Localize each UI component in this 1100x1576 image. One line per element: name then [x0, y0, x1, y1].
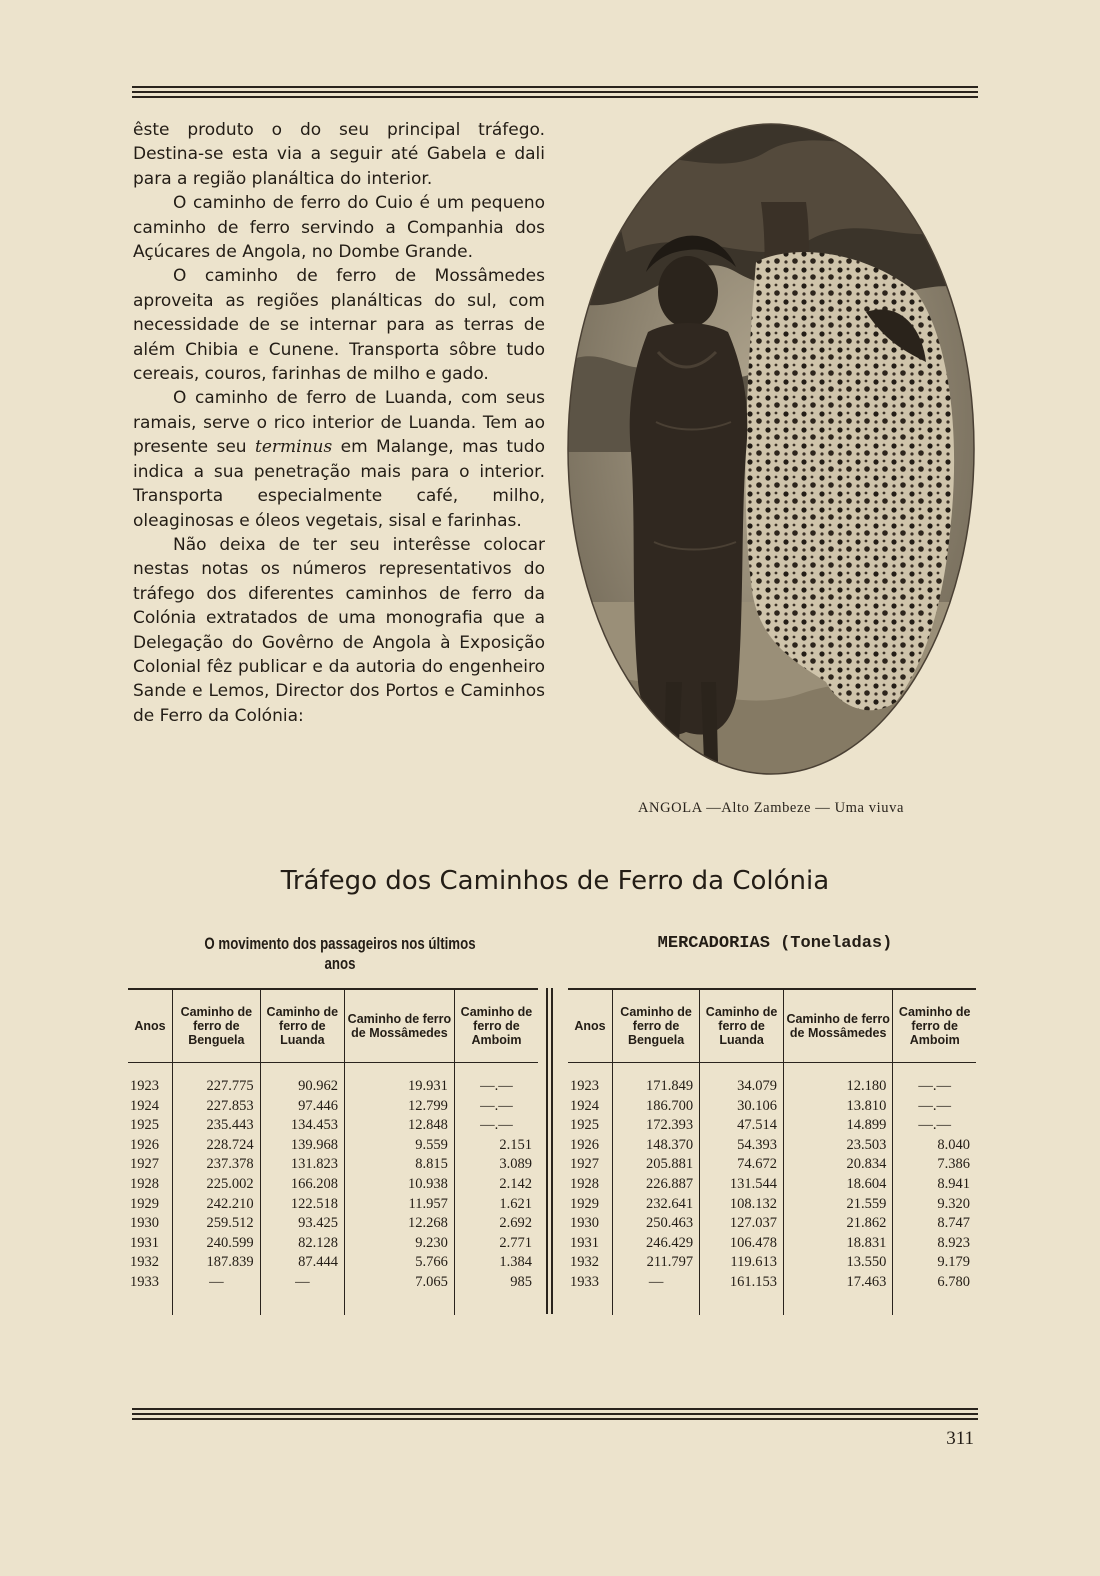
table-row [568, 1155, 976, 1175]
value-cell: 242.210 [173, 1195, 261, 1215]
value-cell: 1.621 [454, 1195, 538, 1215]
table-row [568, 1214, 976, 1234]
year-cell: 1925 [570, 1117, 599, 1134]
year-cell: 1927 [570, 1156, 599, 1173]
year-cell: 1933 [130, 1273, 159, 1290]
year-cell: 1929 [570, 1195, 599, 1212]
value-cell: 3.089 [454, 1155, 538, 1175]
text-span: O caminho de ferro de Luanda, com seus ramais, serve o rico interior de Luanda. Tem ao presente seu [133, 388, 545, 458]
passengers-body [128, 1063, 538, 1315]
year-cell: 1926 [130, 1136, 159, 1153]
year-cell: 1929 [130, 1195, 159, 1212]
col-header-anos: Anos [568, 989, 613, 1063]
spacer-cell [344, 1293, 454, 1315]
value-cell: 228.724 [173, 1136, 261, 1156]
col-header-mossamedes: Caminho de ferro de Mossâmedes [344, 989, 454, 1063]
value-cell: 17.463 [783, 1273, 892, 1293]
table-row [128, 1214, 538, 1234]
value-cell: 14.899 [783, 1116, 892, 1136]
table-row [568, 1253, 976, 1273]
value-cell: 11.957 [344, 1195, 454, 1215]
value-cell: — [260, 1273, 344, 1293]
paragraph: O caminho de ferro do Cuio é um pequeno caminho de ferro servindo a Companhia dos Açúcares de Angola, no Dombe Grande. [133, 193, 545, 263]
top-rule [132, 86, 978, 101]
value-cell: 232.641 [613, 1195, 700, 1215]
value-cell: 171.849 [613, 1077, 700, 1097]
table-row [128, 1097, 538, 1117]
year-cell: 1927 [130, 1156, 159, 1173]
value-cell: 127.037 [700, 1214, 784, 1234]
spacer-cell [613, 1293, 700, 1315]
value-cell: 13.810 [783, 1097, 892, 1117]
value-cell: 186.700 [613, 1097, 700, 1117]
paragraph: êste produto o do seu principal tráfego. Destina-se esta via a seguir até Gabela e dali para a região planáltica do interior. [133, 120, 545, 189]
goods-body [568, 1063, 976, 1315]
year-cell: 1930 [570, 1215, 599, 1232]
value-cell: 148.370 [613, 1136, 700, 1156]
table-row [568, 1273, 976, 1293]
table-row [568, 1077, 976, 1097]
spacer-cell [454, 1063, 538, 1078]
value-cell: 259.512 [173, 1214, 261, 1234]
value-cell: 7.065 [344, 1273, 454, 1293]
value-cell: 7.386 [893, 1155, 976, 1175]
value-cell: —.— [454, 1116, 538, 1136]
table-row [128, 1273, 538, 1293]
value-cell: 12.268 [344, 1214, 454, 1234]
spacer-row [568, 1293, 976, 1315]
value-cell: 1.384 [454, 1253, 538, 1273]
year-cell: 1931 [570, 1234, 599, 1251]
value-cell: 21.559 [783, 1195, 892, 1215]
value-cell: 226.887 [613, 1175, 700, 1195]
col-header-benguela: Caminho de ferro de Benguela [173, 989, 261, 1063]
col-header-benguela: Caminho de ferro de Benguela [613, 989, 700, 1063]
col-header-amboim: Caminho de ferro de Amboim [893, 989, 976, 1063]
year-cell: 1932 [130, 1254, 159, 1271]
spacer-cell [173, 1063, 261, 1078]
year-cell: 1933 [570, 1273, 599, 1290]
value-cell: 19.931 [344, 1077, 454, 1097]
value-cell: 250.463 [613, 1214, 700, 1234]
value-cell: 2.771 [454, 1234, 538, 1254]
year-cell: 1928 [570, 1175, 599, 1192]
value-cell: 87.444 [260, 1253, 344, 1273]
value-cell: 225.002 [173, 1175, 261, 1195]
table-title: Tráfego dos Caminhos de Ferro da Colónia [280, 866, 830, 896]
photo-caption: ANGOLA —Alto Zambeze — Uma viuva [637, 800, 905, 816]
table-row [568, 1136, 976, 1156]
table-header-row [568, 989, 976, 1063]
value-cell: 8.815 [344, 1155, 454, 1175]
table-row [568, 1234, 976, 1254]
value-cell: 108.132 [700, 1195, 784, 1215]
value-cell: 8.747 [893, 1214, 976, 1234]
value-cell: 8.040 [893, 1136, 976, 1156]
table-row [128, 1234, 538, 1254]
spacer-row [128, 1063, 538, 1078]
spacer-cell [128, 1293, 173, 1315]
value-cell: 119.613 [700, 1253, 784, 1273]
value-cell: 21.862 [783, 1214, 892, 1234]
page-number: 311 [946, 1428, 974, 1449]
col-header-amboim: Caminho de ferro de Amboim [454, 989, 538, 1063]
col-header-mossamedes: Caminho de ferro de Mossâmedes [783, 989, 892, 1063]
value-cell: 134.453 [260, 1116, 344, 1136]
col-header-luanda: Caminho de ferro de Luanda [700, 989, 784, 1063]
value-cell: 9.230 [344, 1234, 454, 1254]
spacer-cell [173, 1293, 261, 1315]
value-cell: 139.968 [260, 1136, 344, 1156]
value-cell: 2.692 [454, 1214, 538, 1234]
spacer-cell [344, 1063, 454, 1078]
value-cell: 235.443 [173, 1116, 261, 1136]
value-cell: 97.446 [260, 1097, 344, 1117]
value-cell: —.— [893, 1116, 976, 1136]
year-cell: 1924 [130, 1097, 159, 1114]
text-span: em Malange, mas tudo indica a sua penetração mais para o interior. Transporta especialmente café, milho, oleaginosas e óleos vegetais, sisal e farinhas. [133, 437, 545, 531]
year-cell: 1928 [130, 1175, 159, 1192]
value-cell: 227.853 [173, 1097, 261, 1117]
table-row [568, 1116, 976, 1136]
col-header-anos: Anos [128, 989, 173, 1063]
value-cell: 93.425 [260, 1214, 344, 1234]
value-cell: 9.559 [344, 1136, 454, 1156]
value-cell: 131.544 [700, 1175, 784, 1195]
value-cell: 187.839 [173, 1253, 261, 1273]
table-row [128, 1175, 538, 1195]
year-cell: 1926 [570, 1136, 599, 1153]
year-cell: 1930 [130, 1215, 159, 1232]
table-row [568, 1195, 976, 1215]
paragraph-luanda [133, 386, 545, 532]
year-cell: 1932 [570, 1254, 599, 1271]
year-cell: 1931 [130, 1234, 159, 1251]
value-cell: —.— [893, 1097, 976, 1117]
value-cell: 13.550 [783, 1253, 892, 1273]
body-text [133, 118, 545, 728]
spacer-cell [568, 1063, 613, 1078]
spacer-cell [260, 1293, 344, 1315]
table-divider [546, 988, 554, 1314]
value-cell: 54.393 [700, 1136, 784, 1156]
photo [566, 122, 976, 776]
spacer-cell [613, 1063, 700, 1078]
bottom-rule [132, 1408, 978, 1423]
value-cell: 166.208 [260, 1175, 344, 1195]
value-cell: 34.079 [700, 1077, 784, 1097]
year-cell: 1924 [570, 1097, 599, 1114]
value-cell: 9.179 [893, 1253, 976, 1273]
table-header-row [128, 989, 538, 1063]
paragraph: Não deixa de ter seu interêsse colocar nestas notas os números representativos do tráfego dos diferentes caminhos de ferro da Colónia extratados de uma monografia que a Delegação do Govêrno de Angola à Exposição Colonial fêz publicar e da autoria do engenheiro Sande e Lemos, Director dos Portos e Caminhos de Ferro da Colónia: [133, 534, 545, 726]
year-cell: 1923 [130, 1078, 159, 1094]
value-cell: 985 [454, 1273, 538, 1293]
value-cell: 161.153 [700, 1273, 784, 1293]
value-cell: 8.923 [893, 1234, 976, 1254]
value-cell: 12.799 [344, 1097, 454, 1117]
value-cell: 240.599 [173, 1234, 261, 1254]
spacer-cell [783, 1063, 892, 1078]
value-cell: 227.775 [173, 1077, 261, 1097]
spacer-cell [700, 1293, 784, 1315]
value-cell: 12.848 [344, 1116, 454, 1136]
value-cell: 9.320 [893, 1195, 976, 1215]
value-cell: 106.478 [700, 1234, 784, 1254]
photo-image [566, 122, 976, 776]
value-cell: 20.834 [783, 1155, 892, 1175]
goods-table [568, 988, 976, 1315]
value-cell: 131.823 [260, 1155, 344, 1175]
value-cell: 30.106 [700, 1097, 784, 1117]
value-cell: 122.518 [260, 1195, 344, 1215]
spacer-cell [893, 1063, 976, 1078]
table-row [128, 1116, 538, 1136]
value-cell: 82.128 [260, 1234, 344, 1254]
spacer-cell [128, 1063, 173, 1078]
value-cell: — [173, 1273, 261, 1293]
goods-heading: MERCADORIAS (Toneladas) [657, 934, 893, 953]
value-cell: 74.672 [700, 1155, 784, 1175]
value-cell: — [613, 1273, 700, 1293]
passengers-table [128, 988, 538, 1315]
value-cell: 246.429 [613, 1234, 700, 1254]
value-cell: 237.378 [173, 1155, 261, 1175]
value-cell: 172.393 [613, 1116, 700, 1136]
value-cell: —.— [454, 1097, 538, 1117]
table-row [128, 1253, 538, 1273]
value-cell: —.— [454, 1077, 538, 1097]
value-cell: 10.938 [344, 1175, 454, 1195]
value-cell: 5.766 [344, 1253, 454, 1273]
table-row [128, 1195, 538, 1215]
paragraph: O caminho de ferro de Mossâmedes aproveita as regiões planálticas do sul, com necessidade de se internar para as terras de além Chibia e Cunene. Transporta sôbre tudo cereais, couros, farinhas de milho e gado. [133, 266, 545, 385]
value-cell: 2.151 [454, 1136, 538, 1156]
value-cell: 205.881 [613, 1155, 700, 1175]
value-cell: 2.142 [454, 1175, 538, 1195]
col-header-luanda: Caminho de ferro de Luanda [260, 989, 344, 1063]
table-row [128, 1155, 538, 1175]
spacer-cell [700, 1063, 784, 1078]
value-cell: 211.797 [613, 1253, 700, 1273]
spacer-cell [454, 1293, 538, 1315]
year-cell: 1923 [570, 1078, 599, 1094]
value-cell: 18.604 [783, 1175, 892, 1195]
value-cell: 12.180 [783, 1077, 892, 1097]
value-cell: 90.962 [260, 1077, 344, 1097]
spacer-cell [568, 1293, 613, 1315]
spacer-row [568, 1063, 976, 1078]
value-cell: 6.780 [893, 1273, 976, 1293]
value-cell: 47.514 [700, 1116, 784, 1136]
passengers-heading: O movimento dos passageiros nos últimos anos [204, 934, 476, 973]
table-row [128, 1136, 538, 1156]
spacer-cell [260, 1063, 344, 1078]
value-cell: —.— [893, 1077, 976, 1097]
year-cell: 1925 [130, 1117, 159, 1134]
value-cell: 18.831 [783, 1234, 892, 1254]
italic-term: terminus [255, 437, 333, 458]
table-row [568, 1175, 976, 1195]
value-cell: 8.941 [893, 1175, 976, 1195]
spacer-row [128, 1293, 538, 1315]
spacer-cell [783, 1293, 892, 1315]
table-row [568, 1097, 976, 1117]
spacer-cell [893, 1293, 976, 1315]
table-row [128, 1077, 538, 1097]
value-cell: 23.503 [783, 1136, 892, 1156]
